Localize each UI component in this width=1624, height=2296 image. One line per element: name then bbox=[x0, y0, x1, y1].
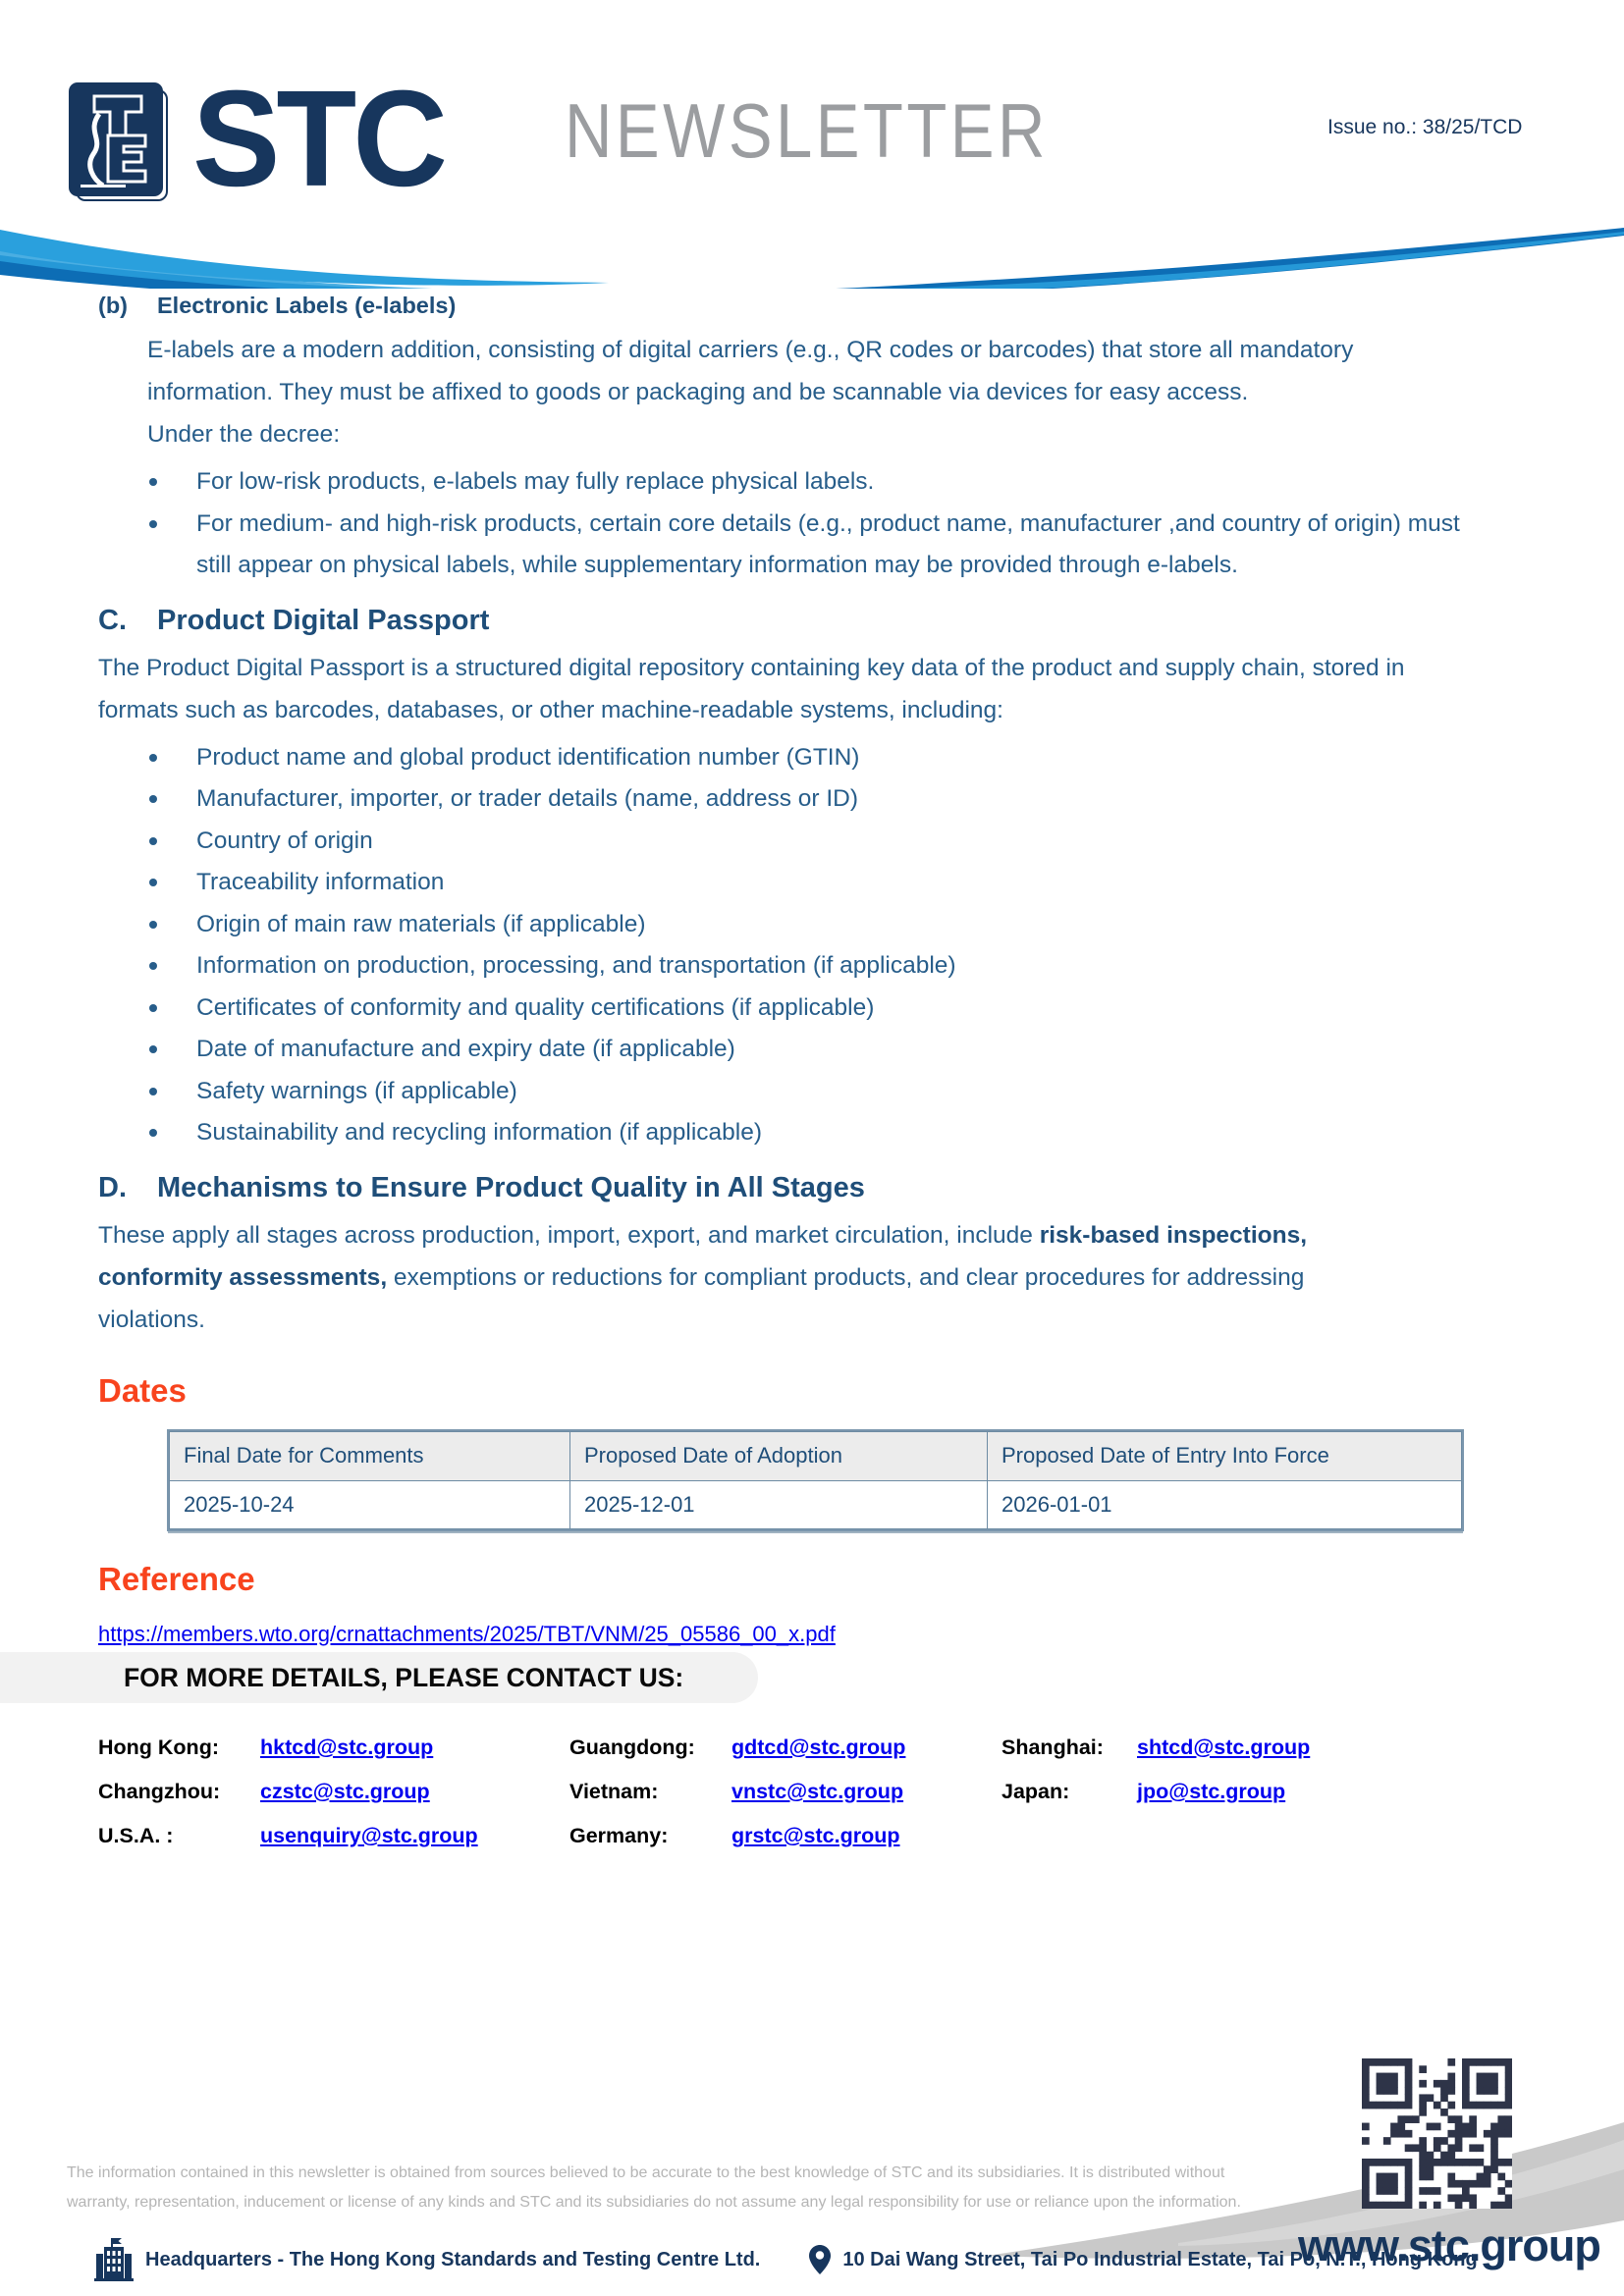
contact-email-link[interactable]: grstc@stc.group bbox=[731, 1824, 900, 1847]
contact-email-link[interactable]: jpo@stc.group bbox=[1137, 1780, 1286, 1803]
section-c-bullet-list bbox=[147, 737, 1532, 1154]
bullet-item: Manufacturer, importer, or trader details (name, address or ID) bbox=[147, 778, 1463, 821]
contact-email-link[interactable]: shtcd@stc.group bbox=[1137, 1735, 1311, 1759]
bullet-item: Sustainability and recycling information (if applicable) bbox=[147, 1112, 1463, 1154]
table-cell: 2025-12-01 bbox=[570, 1480, 988, 1528]
contact-label: Guangdong: bbox=[569, 1735, 695, 1759]
section-c-heading-label: Product Digital Passport bbox=[157, 604, 490, 636]
disclaimer-text: The information contained in this newsletter is obtained from sources believed to be accurate to the best knowledge of STC and its subsidiaries. It is distributed without warranty, representation, inducement or license of any kinds and STC and its subsidiaries do not assume any legal responsibility for use or reliance upon the information. bbox=[67, 2164, 1241, 2211]
reference-link[interactable]: https://members.wto.org/crnattachments/2025/TBT/VNM/25_05586_00_x.pdf bbox=[98, 1621, 836, 1646]
building-icon bbox=[94, 2238, 134, 2281]
paragraph-fragment: These apply all stages across production, import, export, and market circulation, include bbox=[98, 1221, 1040, 1249]
table-row bbox=[170, 1480, 1462, 1528]
table-header-cell: Final Date for Comments bbox=[170, 1431, 570, 1480]
paragraph-fragment: exemptions or reductions for compliant products, and clear procedures for addressing violations. bbox=[98, 1263, 1305, 1333]
website-url: www.stc.group bbox=[1298, 2220, 1600, 2270]
contact-email-link[interactable]: vnstc@stc.group bbox=[731, 1780, 904, 1803]
section-d-heading-label: Mechanisms to Ensure Product Quality in All Stages bbox=[157, 1171, 865, 1203]
section-c-prefix: C. bbox=[98, 604, 127, 636]
table-cell: 2026-01-01 bbox=[988, 1480, 1462, 1528]
contact-label: Hong Kong: bbox=[98, 1735, 219, 1759]
reference-heading: Reference bbox=[98, 1560, 255, 1597]
bullet-item: Certificates of conformity and quality certifications (if applicable) bbox=[147, 988, 1463, 1030]
issue-number: Issue no.: 38/25/TCD bbox=[1327, 116, 1523, 138]
dates-heading: Dates bbox=[98, 1371, 187, 1409]
bullet-item: Information on production, processing, and transportation (if applicable) bbox=[147, 945, 1463, 988]
contact-banner bbox=[0, 1652, 758, 1703]
logo-wordmark: STC bbox=[192, 63, 444, 216]
table-header-row bbox=[170, 1431, 1462, 1480]
paragraph-fragment-bold: risk-based inspections, conformity assessments, bbox=[98, 1221, 1308, 1291]
contact-label: U.S.A. : bbox=[98, 1824, 174, 1847]
contact-email-link[interactable]: usenquiry@stc.group bbox=[260, 1824, 478, 1847]
bullet-item: Traceability information bbox=[147, 862, 1463, 904]
section-b-prefix: (b) bbox=[98, 293, 129, 318]
section-d-paragraph bbox=[98, 1214, 1404, 1341]
newsletter-title: NEWSLETTER bbox=[565, 87, 1049, 174]
stc-seal-logo bbox=[69, 82, 169, 202]
contact-email-link[interactable]: gdtcd@stc.group bbox=[731, 1735, 906, 1759]
headquarters-text: Headquarters - The Hong Kong Standards and Testing Centre Ltd. bbox=[145, 2248, 761, 2270]
section-b-paragraph: E-labels are a modern addition, consisting of digital carriers (e.g., QR codes or barcodes) that store all mandatory information. They must be affixed to goods or packaging and be scannable via devices for easy access. bbox=[147, 337, 1354, 405]
table-header-cell: Proposed Date of Entry Into Force bbox=[988, 1431, 1462, 1480]
contact-grid bbox=[98, 1735, 1310, 1868]
footer-address: 10 Dai Wang Street, Tai Po Industrial Estate, Tai Po, N.T., Hong Kong bbox=[842, 2248, 1478, 2270]
section-b-bullet-list bbox=[147, 461, 1532, 587]
location-pin-icon bbox=[809, 2245, 831, 2274]
section-b-heading bbox=[98, 293, 1532, 319]
dates-table bbox=[169, 1431, 1462, 1529]
contact-label: Germany: bbox=[569, 1824, 669, 1847]
header-wave-decoration bbox=[0, 218, 1624, 289]
section-b-paragraph2: Under the decree: bbox=[147, 421, 341, 448]
section-d-prefix: D. bbox=[98, 1171, 127, 1203]
contact-banner-label: FOR MORE DETAILS, PLEASE CONTACT US: bbox=[124, 1663, 684, 1692]
contact-label: Shanghai: bbox=[1001, 1735, 1104, 1759]
section-c-heading bbox=[98, 605, 1532, 637]
section-d-heading bbox=[98, 1172, 1532, 1204]
bullet-item: For medium- and high-risk products, certain core details (e.g., product name, manufacturer ,and country of origin) must still appear on physical labels, while supplementary information may be provided through e-labels. bbox=[147, 504, 1463, 587]
qr-code bbox=[1362, 2058, 1512, 2209]
bullet-item: Product name and global product identification number (GTIN) bbox=[147, 737, 1463, 779]
bullet-item: Country of origin bbox=[147, 821, 1463, 863]
table-header-cell: Proposed Date of Adoption bbox=[570, 1431, 988, 1480]
bullet-item: Origin of main raw materials (if applicable) bbox=[147, 904, 1463, 946]
contact-email-link[interactable]: hktcd@stc.group bbox=[260, 1735, 434, 1759]
bullet-item: For low-risk products, e-labels may fully replace physical labels. bbox=[147, 461, 1463, 504]
table-cell: 2025-10-24 bbox=[170, 1480, 570, 1528]
contact-label: Changzhou: bbox=[98, 1780, 221, 1803]
contact-label: Vietnam: bbox=[569, 1780, 659, 1803]
main-content bbox=[98, 293, 1532, 1648]
bullet-item: Safety warnings (if applicable) bbox=[147, 1071, 1463, 1113]
section-b-heading-label: Electronic Labels (e-labels) bbox=[157, 293, 457, 318]
contact-label: Japan: bbox=[1001, 1780, 1070, 1803]
bullet-item: Date of manufacture and expiry date (if applicable) bbox=[147, 1029, 1463, 1071]
section-c-paragraph: The Product Digital Passport is a structured digital repository containing key data of the product and supply chain, stored in formats such as barcodes, databases, or other machine-readable systems, including: bbox=[98, 654, 1405, 723]
contact-email-link[interactable]: czstc@stc.group bbox=[260, 1780, 430, 1803]
footer-bar bbox=[94, 2238, 1478, 2281]
